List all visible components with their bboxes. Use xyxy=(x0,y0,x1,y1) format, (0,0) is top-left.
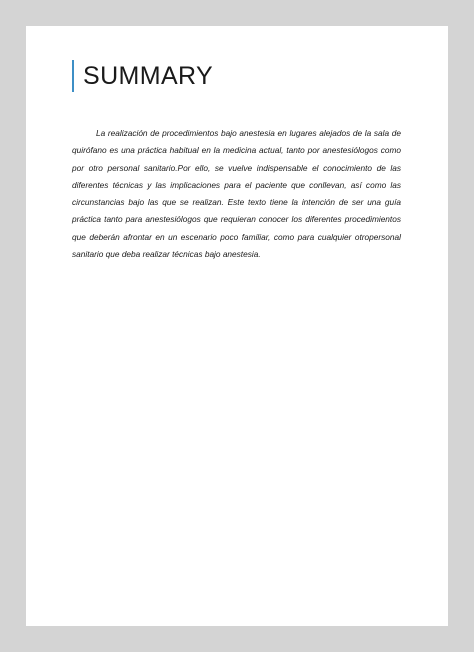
document-page xyxy=(26,26,448,626)
page-title: SUMMARY xyxy=(83,62,214,90)
title-block xyxy=(72,60,213,92)
title-accent-bar xyxy=(72,60,74,92)
summary-paragraph: La realización de procedimientos bajo anestesia en lugares alejados de la sala de quirófano es una práctica habitual en la medicina actual, tanto por anestesiólogos como por otro personal sanitario.Por ello, se vuelve indispensable el conocimiento de las diferentes técnicas y las implicaciones para el paciente que conllevan, así como las circunstancias bajo las que se realizan. Este texto tiene la intención de ser una guía práctica tanto para anestesiólogos que requieran conocer los diferentes procedimientos que deberán afrontar en un escenario poco familiar, como para cualquier otropersonal sanitario que deba realizar técnicas bajo anestesia. xyxy=(72,128,401,259)
